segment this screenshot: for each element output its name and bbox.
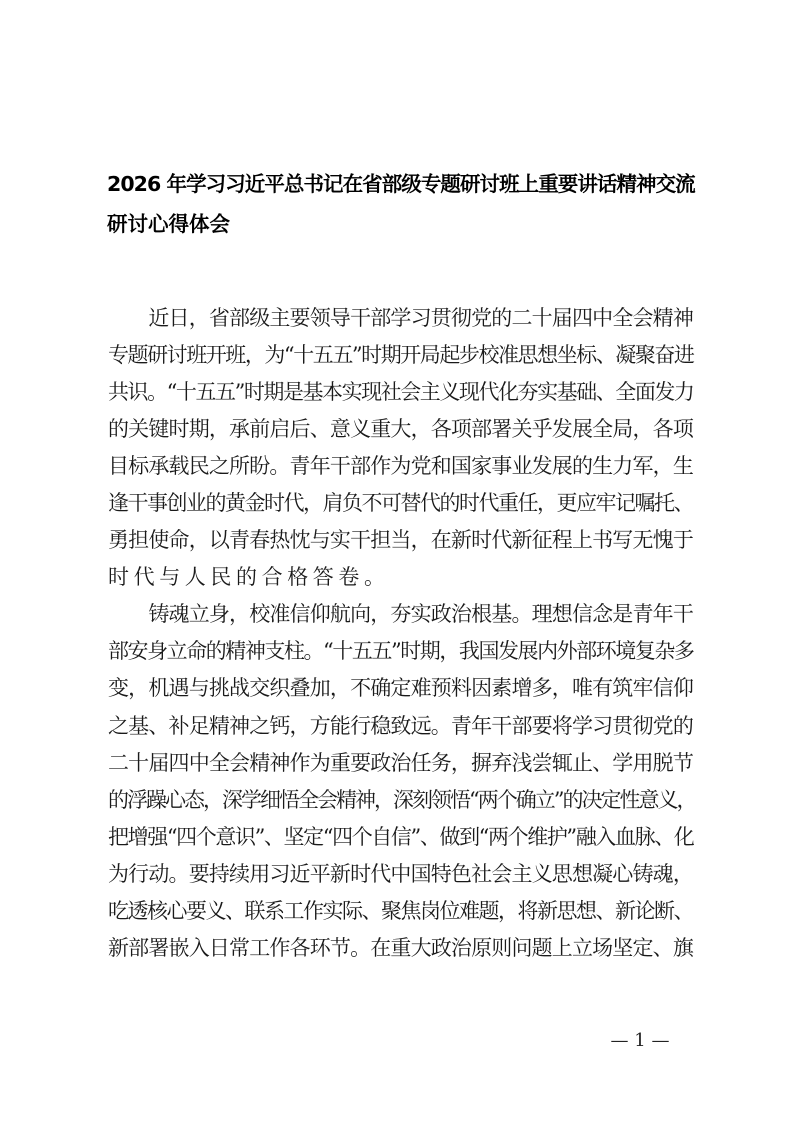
title-line-2: 研讨心得体会 <box>107 212 230 236</box>
paragraph-2-line: 部安身立命的精神支柱。“十五五”时期，我国发展内外部环境复杂多 <box>108 639 694 664</box>
paragraph-2-line: 把增强“四个意识”、坚定“四个自信”、做到“两个维护”融入血脉、化 <box>108 824 694 849</box>
paragraph-1-line: 的关键时期，承前启后、意义重大，各项部署关乎发展全局，各项 <box>108 417 693 442</box>
document-title <box>107 164 697 244</box>
paragraph-2-line: 吃透核心要义、联系工作实际、聚焦岗位难题，将新思想、新论断、 <box>108 898 693 923</box>
page-number: — 1 — <box>610 1030 670 1051</box>
paragraph-1-line: 目标承载民之所盼。青年干部作为党和国家事业发展的生力军，生 <box>108 454 693 479</box>
paragraph-1-line: 近日，省部级主要领导干部学习贯彻党的二十届四中全会精神 <box>108 306 693 330</box>
paragraph-2-line: 铸魂立身，校准信仰航向，夯实政治根基。理想信念是青年干 <box>108 602 693 627</box>
paragraph-1-line: 专题研讨班开班，为“十五五”时期开局起步校准思想坐标、凝聚奋进 <box>108 343 694 368</box>
paragraph-2-line: 之基、补足精神之钙，方能行稳致远。青年干部要将学习贯彻党的 <box>108 713 693 738</box>
paragraph-2-line: 为行动。要持续用习近平新时代中国特色社会主义思想凝心铸魂， <box>108 861 693 886</box>
paragraph-1-line: 逢干事创业的黄金时代，肩负不可替代的时代重任，更应牢记嘱托、 <box>108 491 693 516</box>
paragraph-1-line: 时代与人民的合格答卷。 <box>108 565 390 590</box>
paragraph-2-line: 二十届四中全会精神作为重要政治任务，摒弃浅尝辄止、学用脱节 <box>108 750 693 775</box>
paragraph-1-line: 勇担使命，以青春热忱与实干担当，在新时代新征程上书写无愧于 <box>108 528 693 553</box>
paragraph-1-line: 共识。“十五五”时期是基本实现社会主义现代化夯实基础、全面发力 <box>108 380 694 405</box>
document-body <box>108 300 696 967</box>
paragraph-2-line: 的浮躁心态，深学细悟全会精神，深刻领悟“两个确立”的决定性意义， <box>108 787 696 812</box>
title-line-1: 2026 年学习习近平总书记在省部级专题研讨班上重要讲话精神交流 <box>107 172 695 196</box>
paragraph-2-line: 新部署嵌入日常工作各环节。在重大政治原则问题上立场坚定、旗 <box>108 935 693 960</box>
paragraph-2-line: 变，机遇与挑战交织叠加，不确定难预料因素增多，唯有筑牢信仰 <box>108 676 693 701</box>
